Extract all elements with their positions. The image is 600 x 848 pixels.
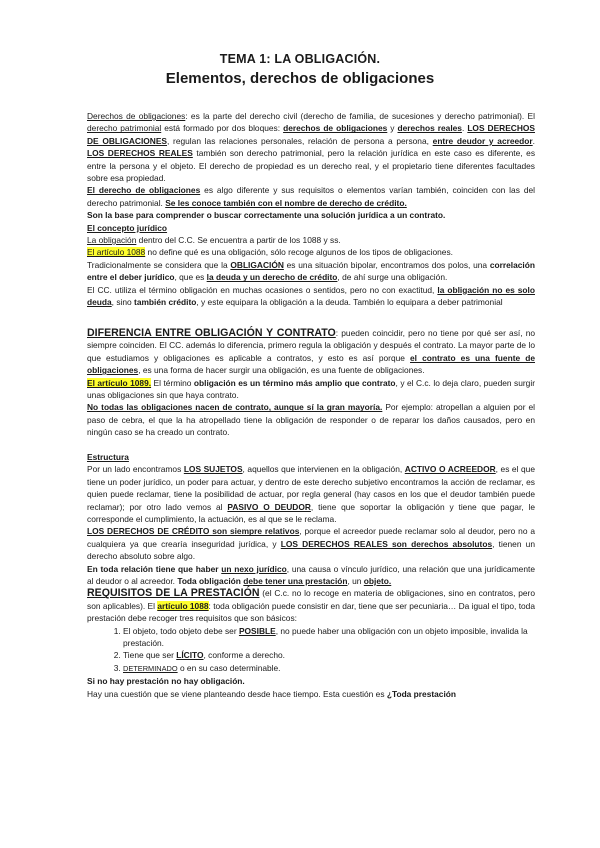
term: LOS DERECHOS REALES — [87, 148, 193, 159]
paragraph-si-no-hay — [87, 675, 535, 687]
text: , una causa o vínculo jurídico, una relación que una jurídicamente al deudor o al acreedor. — [87, 563, 535, 586]
heading-estructura — [87, 451, 535, 463]
paragraph-derechos-obligaciones — [87, 110, 535, 184]
term: LOS DERECHOS DE CRÉDITO son siempre relativos — [87, 526, 300, 537]
text: . — [532, 135, 535, 146]
paragraph-no-todas — [87, 401, 535, 438]
paragraph-cc-utiliza — [87, 284, 535, 309]
text: , y este equipara la obligación a la deuda. También lo equipara a deber patrimonial — [196, 297, 503, 308]
list-item — [123, 625, 535, 650]
term: No todas las obligaciones nacen de contrato, aunque sí la gran mayoría. — [87, 402, 383, 413]
document-title: TEMA 1: LA OBLIGACIÓN. — [219, 52, 381, 66]
term: PASIVO O DEUDOR — [227, 501, 311, 512]
text: : es la parte del derecho civil (derecho de familia, de sucesiones y derecho patrimonial). El — [185, 111, 536, 121]
text: y — [387, 123, 398, 134]
list-item — [123, 662, 535, 675]
text: Por un lado encontramos — [87, 464, 184, 475]
term: correlación entre el deber jurídico — [87, 259, 535, 283]
paragraph-base — [87, 209, 535, 221]
text: es algo diferente y sus requisitos o elementos varían también, coinciden con las del derecho patrimonial. — [87, 185, 535, 208]
text: es una situación bipolar, encontramos dos polos, una — [283, 259, 490, 270]
term: derechos de obligaciones — [283, 123, 388, 134]
term: obligación es un término más amplio que contrato — [193, 377, 396, 388]
text: , aquellos que intervienen en la obligación, — [242, 464, 405, 475]
term: el contrato es una fuente de obligaciones — [87, 352, 535, 376]
term: LOS SUJETOS — [183, 464, 243, 475]
term: Se les conoce también con el nombre de derecho de crédito. — [165, 197, 407, 208]
text: Hay una cuestión que se viene planteando desde hace tiempo. Esta cuestión es — [87, 688, 387, 699]
text: , de ahí surge una obligación. — [337, 272, 448, 283]
text: , tienen un derecho absoluto sobre algo. — [87, 538, 535, 562]
text: , sino — [111, 297, 135, 308]
paragraph-derecho-obligaciones — [87, 184, 535, 209]
document-body — [87, 110, 535, 700]
paragraph-requisitos — [87, 587, 535, 624]
term: derechos reales — [397, 123, 462, 134]
paragraph-tradicional — [87, 259, 535, 284]
document-subtitle: Elementos, derechos de obligaciones — [165, 70, 435, 87]
text: no define qué es una obligación, sólo recoge algunos de los tipos de obligaciones. — [145, 247, 453, 258]
term: ¿Toda prestación — [386, 688, 457, 699]
paragraph-diferencia — [87, 327, 535, 377]
text: . — [461, 123, 468, 134]
text: : pueden coincidir, pero no tiene por qué ser así, no siempre coinciden. El CC. además lo diferencia, primero regula la obligación y después el contrato. La mayor parte de lo que estudiamos y obligaciones es aplicable a contratos, y esto es así porque — [87, 327, 536, 363]
term: también crédito — [134, 297, 197, 308]
text: Son la base para comprender o buscar correctamente una solución jurídica a un contrato. — [87, 210, 446, 221]
paragraph-nexo — [87, 563, 535, 588]
text: , porque el acreedor puede reclamar solo al deudor, pero no a cualquiera ya que crearía inseguridad jurídica, y — [87, 526, 535, 549]
paragraph-derechos-credito — [87, 525, 535, 562]
term: la deuda y un derecho de crédito — [206, 272, 338, 283]
heading: Estructura — [87, 451, 129, 462]
heading-concepto-juridico — [87, 222, 535, 234]
term: Derechos de obligaciones — [87, 111, 186, 121]
text: En toda relación tiene que haber — [87, 563, 222, 574]
term: LOS DERECHOS REALES son derechos absolutos — [280, 538, 493, 549]
heading: El concepto jurídico — [87, 222, 168, 233]
text: : toda obligación puede consistir en dar, tiene que ser pecuniaria… Da igual el tipo, toda prestación debe recoger tres requisitos que son básicos: — [87, 600, 535, 624]
requisitos-list — [87, 625, 535, 676]
text: o en su caso determinable. — [177, 662, 281, 673]
text: El objeto, todo objeto debe ser — [123, 625, 239, 636]
term: LOS DERECHOS DE OBLIGACIONES — [87, 123, 535, 146]
list-item — [123, 649, 535, 661]
text: Tiene que ser — [123, 650, 177, 661]
highlighted-term: artículo 1088 — [157, 600, 209, 611]
highlighted-term: El artículo 1089. — [87, 377, 152, 388]
text: también son derecho patrimonial, pero la relación jurídica en este caso es diferente, es entre la persona y el objeto. El derecho de propiedad es un derecho real, y el propietario tiene diferentes facultades sobre esa propiedad. — [87, 148, 536, 184]
term: El derecho de obligaciones — [87, 185, 201, 196]
paragraph-articulo-1088 — [87, 246, 535, 258]
term: la obligación no es solo deuda — [87, 284, 535, 308]
text: , regulan las relaciones personales, relación de persona a persona, — [167, 135, 433, 146]
text: El CC. utiliza el término obligación en muchas ocasiones o sentidos, pero no con exactitud, — [87, 284, 438, 295]
text: (el C.c. no lo recoge en materia de obligaciones, sino en contratos, pero son aplicables). El — [87, 588, 535, 611]
text: está formado por dos bloques: — [161, 123, 284, 134]
term: un nexo jurídico — [221, 563, 287, 574]
section-heading: REQUISITOS DE LA PRESTACIÓN — [87, 587, 260, 600]
term: objeto. — [363, 576, 392, 586]
paragraph-sujetos — [87, 463, 535, 525]
section-heading: DIFERENCIA ENTRE OBLIGACIÓN Y CONTRATO — [87, 326, 336, 339]
term: OBLIGACIÓN — [230, 259, 284, 270]
text: Por ejemplo: atropellan a alguien por el paso de cebra, el que la ha atropellado tiene la obligación de responder o de reparar los daños causados, pero en ningún caso se ha creado un contrato. — [87, 402, 535, 438]
term: debe tener una prestación — [243, 576, 348, 586]
term: La obligación — [87, 235, 137, 246]
paragraph-obligacion-cc — [87, 234, 535, 246]
text: , y el C.c. lo deja claro, pueden surgir unas obligaciones sin que haya contrato. — [87, 377, 535, 400]
term: ACTIVO O ACREEDOR — [404, 464, 496, 475]
text: , conforme a derecho. — [203, 650, 285, 661]
term: entre deudor y acreedor — [432, 135, 533, 146]
term: DETERMINADO — [123, 663, 178, 673]
text: dentro del C.C. Se encuentra a partir de los 1088 y ss. — [136, 235, 341, 246]
term: LÍCITO — [176, 650, 204, 661]
text: El término — [151, 377, 194, 388]
text: , no puede haber una obligación con un objeto imposible, invalida la prestación. — [123, 625, 528, 649]
text: , que es — [174, 272, 207, 283]
paragraph-cuestion — [87, 688, 535, 700]
text: , un — [347, 576, 364, 586]
paragraph-articulo-1089 — [87, 377, 535, 402]
text: , es el que tiene un poder jurídico, un poder para actuar, y dentro de este derecho subjetivo encontramos la acción de reclamar, es quien puede reclamar, tiene la posibilidad de actuar, por regla general (hay casos en los que el deudor también puede reclamar); por otro lado vemos al — [87, 464, 535, 512]
text: Tradicionalmente se considera que la — [87, 259, 231, 270]
text: Si no hay prestación no hay obligación. — [87, 676, 245, 687]
term: derecho patrimonial — [87, 123, 162, 134]
text: , es una forma de hacer surgir una obligación, es una fuente de obligaciones. — [138, 365, 425, 376]
text: , tiene que soportar la obligación y tiene que pagar, le corresponde el cumplimiento, la actuación, es al que se le reclama. — [87, 501, 535, 524]
term: POSIBLE — [238, 625, 276, 636]
term: Toda obligación — [177, 576, 244, 586]
highlighted-term: El artículo 1088 — [87, 247, 146, 258]
